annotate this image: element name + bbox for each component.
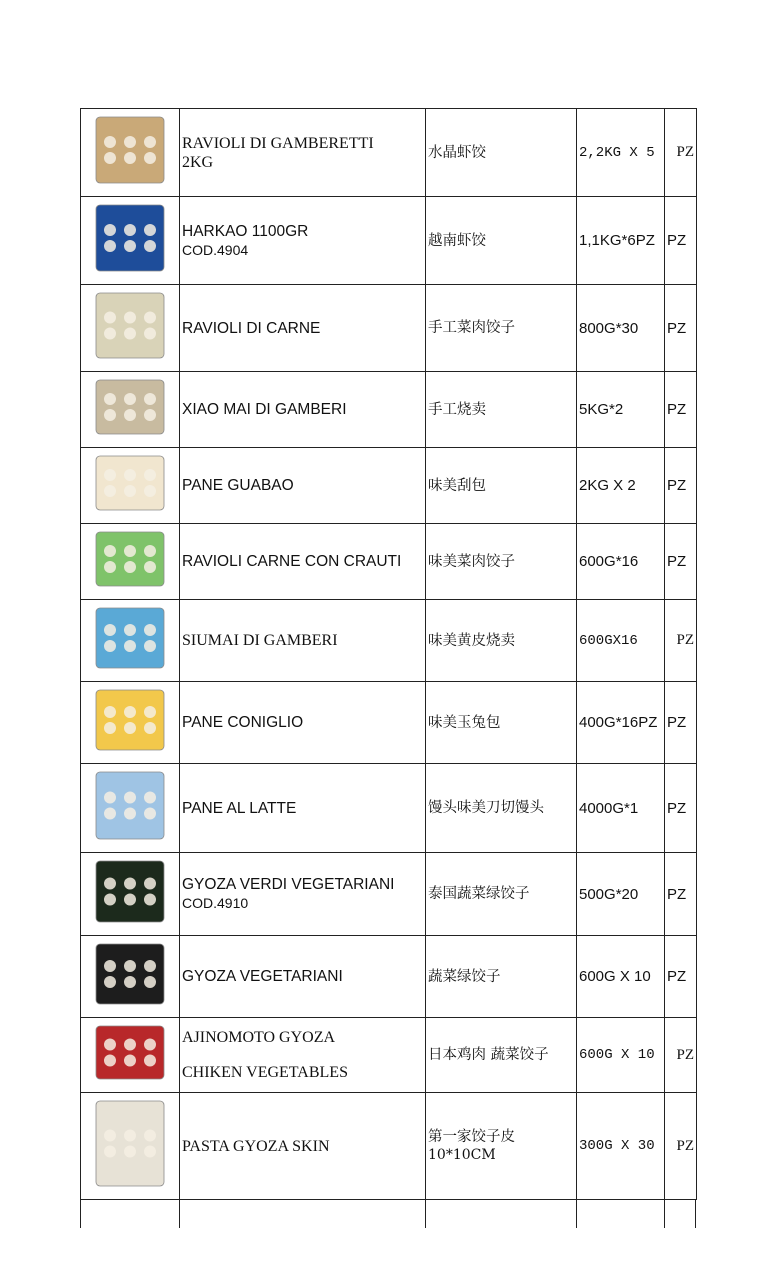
product-name: GYOZA VERDI VEGETARIANI <box>182 876 395 893</box>
product-chinese-name-cell <box>426 936 577 1018</box>
product-name: PANE CONIGLIO <box>182 714 304 731</box>
product-chinese-name: 味美黄皮烧卖 <box>428 632 515 649</box>
rabbit-bun-pack-icon <box>90 686 170 754</box>
product-name-cell <box>180 109 426 197</box>
product-name-cell <box>180 764 426 853</box>
product-price-list <box>80 108 696 1200</box>
product-image-cell <box>81 600 180 682</box>
guabao-buns-icon <box>90 452 170 514</box>
product-unit: PZ <box>665 853 697 936</box>
table-row <box>81 600 697 682</box>
product-chinese-name: 味美刮包 <box>428 477 486 494</box>
product-unit: PZ <box>665 936 697 1018</box>
product-name-cell <box>180 197 426 285</box>
product-name-sub: CHIKEN VEGETABLES <box>182 1064 348 1081</box>
product-unit: PZ <box>665 764 697 853</box>
product-name-sub: COD.4904 <box>182 241 249 258</box>
product-image-cell <box>81 197 180 285</box>
product-chinese-name-cell <box>426 524 577 600</box>
ajinomoto-gyoza-bag-icon <box>90 1022 170 1083</box>
product-chinese-name-cell <box>426 853 577 936</box>
product-name: PASTA GYOZA SKIN <box>182 1137 330 1155</box>
product-name: RAVIOLI CARNE CON CRAUTI <box>182 553 402 570</box>
product-chinese-name-cell <box>426 372 577 448</box>
product-name: AJINOMOTO GYOZA <box>182 1029 336 1046</box>
product-quantity: 5KG*2 <box>577 372 665 448</box>
product-unit: PZ <box>665 285 697 372</box>
products-table <box>80 108 697 1200</box>
green-dumpling-pack-icon <box>90 528 170 590</box>
product-chinese-name: 泰国蔬菜绿饺子 <box>428 886 530 902</box>
gyoza-bag-black-icon <box>90 940 170 1008</box>
table-row <box>81 524 697 600</box>
product-quantity: 4000G*1 <box>577 764 665 853</box>
table-row <box>81 197 697 285</box>
product-chinese-name: 蔬菜绿饺子 <box>428 968 501 985</box>
product-chinese-name-cell <box>426 109 577 197</box>
product-name: HARKAO 1100GR <box>182 222 309 240</box>
product-chinese-name-cell <box>426 448 577 524</box>
product-name: RAVIOLI DI CARNE <box>182 319 321 337</box>
product-image-cell <box>81 1018 180 1093</box>
milk-bun-pack-icon <box>90 768 170 843</box>
product-chinese-name: 味美菜肉饺子 <box>428 553 515 570</box>
product-name: PANE GUABAO <box>182 477 294 494</box>
blue-dumpling-box-icon <box>90 201 170 275</box>
product-chinese-sub: 10*10CM <box>428 1147 496 1163</box>
product-unit: PZ <box>665 682 697 764</box>
table-row <box>81 109 697 197</box>
product-name-cell <box>180 600 426 682</box>
product-chinese-name: 馒头味美刀切馒头 <box>428 800 544 816</box>
product-image-cell <box>81 372 180 448</box>
product-image-cell <box>81 764 180 853</box>
product-quantity: 600G X 10 <box>577 936 665 1018</box>
green-gyoza-tray-icon <box>90 857 170 926</box>
product-chinese-name: 日本鸡肉 蔬菜饺子 <box>428 1047 549 1063</box>
product-quantity: 800G*30 <box>577 285 665 372</box>
product-name: PANE AL LATTE <box>182 799 297 817</box>
table-row <box>81 764 697 853</box>
product-quantity: 1,1KG*6PZ <box>577 197 665 285</box>
product-unit: PZ <box>665 197 697 285</box>
shumai-bag-icon <box>90 376 170 438</box>
table-row <box>81 853 697 936</box>
product-image-cell <box>81 448 180 524</box>
product-image-cell <box>81 936 180 1018</box>
product-name: SIUMAI DI GAMBERI <box>182 632 338 649</box>
product-quantity: 300G X 30 <box>577 1093 665 1200</box>
product-quantity: 600G X 10 <box>577 1018 665 1093</box>
product-name-cell <box>180 936 426 1018</box>
product-quantity: 2,2KG X 5 <box>577 109 665 197</box>
product-quantity: 400G*16PZ <box>577 682 665 764</box>
product-name-sub: COD.4910 <box>182 895 249 911</box>
product-name-cell <box>180 285 426 372</box>
product-chinese-name-cell <box>426 1093 577 1200</box>
frozen-shrimp-dumpling-bag-icon <box>90 113 170 187</box>
product-chinese-name-cell <box>426 682 577 764</box>
table-row <box>81 1093 697 1200</box>
table-row <box>81 1018 697 1093</box>
product-quantity: 600G*16 <box>577 524 665 600</box>
product-image-cell <box>81 1093 180 1200</box>
product-image-cell <box>81 109 180 197</box>
table-row <box>81 372 697 448</box>
product-chinese-name-cell <box>426 764 577 853</box>
product-name-sub: 2KG <box>182 153 214 171</box>
product-name: RAVIOLI DI GAMBERETTI <box>182 134 374 152</box>
blue-siumai-pack-icon <box>90 604 170 672</box>
gyoza-wrapper-pack-icon <box>90 1097 170 1190</box>
product-chinese-name-cell <box>426 600 577 682</box>
product-unit: PZ <box>665 448 697 524</box>
product-image-cell <box>81 285 180 372</box>
meat-dumpling-bag-icon <box>90 289 170 362</box>
product-chinese-name: 手工烧卖 <box>428 401 486 418</box>
table-row <box>81 448 697 524</box>
product-name-cell <box>180 372 426 448</box>
product-image-cell <box>81 853 180 936</box>
product-chinese-name-cell <box>426 285 577 372</box>
product-unit: PZ <box>665 372 697 448</box>
table-row <box>81 682 697 764</box>
product-chinese-name-cell <box>426 197 577 285</box>
product-quantity: 500G*20 <box>577 853 665 936</box>
product-chinese-name: 味美玉兔包 <box>428 714 501 731</box>
product-unit: PZ <box>665 1018 697 1093</box>
product-chinese-name: 水晶虾饺 <box>428 144 486 161</box>
product-name: XIAO MAI DI GAMBERI <box>182 401 347 418</box>
product-name-cell <box>180 448 426 524</box>
product-name-cell <box>180 682 426 764</box>
product-unit: PZ <box>665 1093 697 1200</box>
product-image-cell <box>81 524 180 600</box>
product-name-cell <box>180 853 426 936</box>
product-quantity: 2KG X 2 <box>577 448 665 524</box>
product-unit: PZ <box>665 524 697 600</box>
product-chinese-name: 越南虾饺 <box>428 232 486 249</box>
product-unit: PZ <box>665 600 697 682</box>
product-chinese-name: 第一家饺子皮 <box>428 1129 515 1145</box>
product-name: GYOZA VEGETARIANI <box>182 968 343 985</box>
table-row <box>81 936 697 1018</box>
product-name-cell <box>180 1093 426 1200</box>
product-name-cell <box>180 1018 426 1093</box>
product-image-cell <box>81 682 180 764</box>
product-unit: PZ <box>665 109 697 197</box>
product-name-cell <box>180 524 426 600</box>
table-bottom-edge <box>80 1200 696 1230</box>
product-quantity: 600GX16 <box>577 600 665 682</box>
product-chinese-name: 手工菜肉饺子 <box>428 320 515 336</box>
product-chinese-name-cell <box>426 1018 577 1093</box>
table-row <box>81 285 697 372</box>
